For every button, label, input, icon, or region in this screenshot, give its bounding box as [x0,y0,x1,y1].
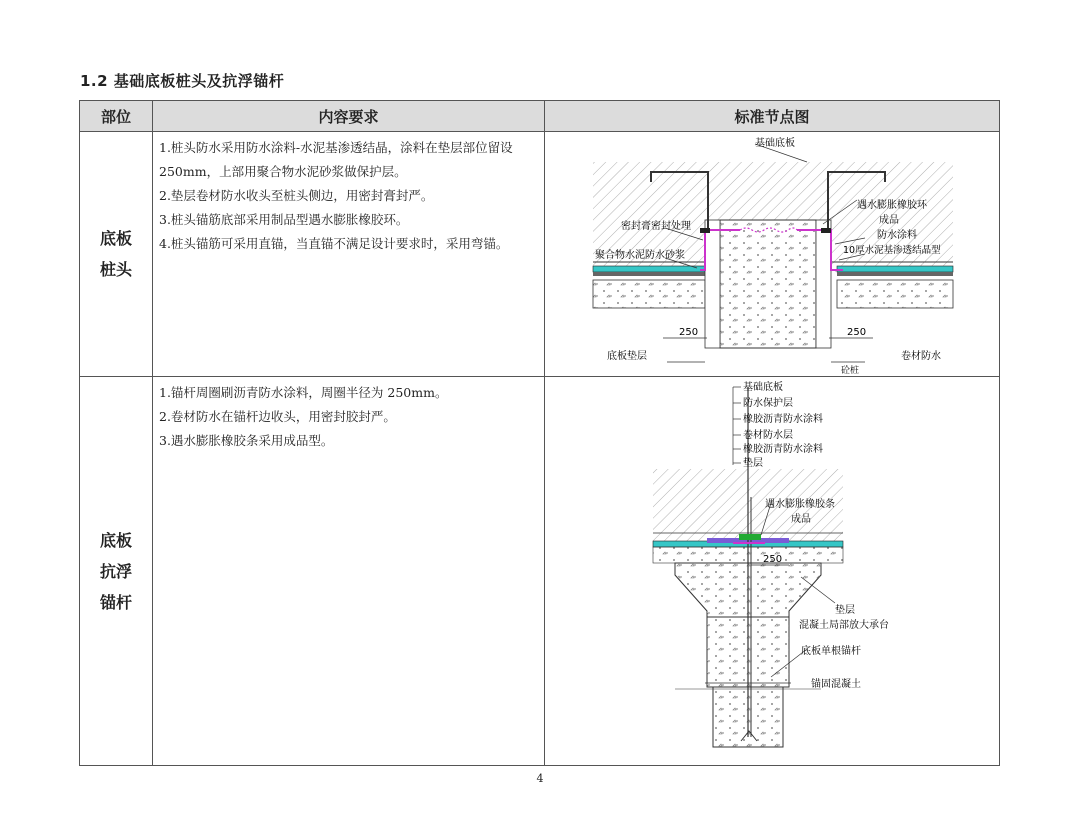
section-title: 1.2 基础底板桩头及抗浮锚杆 [80,72,285,90]
fig-label: 混凝土局部放大承台 [799,620,889,631]
fig-label: 成品 [791,514,811,525]
fig-label: 防水保护层 [743,398,793,409]
requirements-cell [153,132,545,377]
figure-cell [545,377,1000,766]
fig-label: 卷材防水层 [743,430,793,441]
part-line: 底板 [99,530,132,550]
page-number: 4 [536,772,544,785]
header-requirements: 内容要求 [153,101,545,132]
part-line: 底板 [99,229,132,248]
requirement-item: 1.桩头防水采用防水涂料-水泥基渗透结晶，涂料在垫层部位留设 250mm，上部用聚合物水泥砂浆做保护层。 [159,140,513,179]
fig-label: 聚合物水泥防水砂浆 [595,250,685,261]
fig-label: 锚固混凝土 [811,679,861,690]
requirements-cell [153,377,545,766]
fig-dim: 250 [763,554,783,565]
fig-label: 橡胶沥青防水涂料 [743,414,823,425]
table-row [80,377,1000,766]
fig-label: 密封膏密封处理 [621,221,691,232]
part-line: 桩头 [99,260,132,279]
anchor-rod-detail-figure [545,377,999,765]
pile-head-detail-figure [545,132,999,376]
figure-cell [545,132,1000,377]
fig-dim: 250 [847,327,867,338]
fig-label: 遇水膨胀橡胶环 [857,200,927,211]
fig-label: 垫层 [743,458,763,469]
part-line: 锚杆 [99,592,132,612]
fig-label: 基础底板 [743,382,783,393]
header-figure: 标准节点图 [545,101,1000,132]
fig-label: 遇水膨胀橡胶条 [765,499,835,510]
fig-label: 砼桩 [841,366,860,376]
requirement-item: 2.垫层卷材防水收头至桩头侧边，用密封膏封严。 [159,188,434,203]
fig-label: 防水涂料 [877,230,917,241]
part-cell [80,132,153,377]
part-cell [80,377,153,766]
table-row [80,132,1000,377]
requirement-item: 3.桩头锚筋底部采用制品型遇水膨胀橡胶环。 [159,212,409,227]
fig-label: 底板垫层 [607,351,647,362]
fig-dim: 250 [679,327,699,338]
fig-label: 橡胶沥青防水涂料 [743,444,823,455]
fig-label: 基础底板 [755,138,795,149]
fig-label: 成品 [879,215,899,226]
requirement-item: 1.锚杆周圈刷沥青防水涂料，周圈半径为 250mm。 [159,385,448,400]
header-part: 部位 [80,101,153,132]
part-line: 抗浮 [99,561,132,581]
requirement-item: 4.桩头锚筋可采用直锚，当直锚不满足设计要求时，采用弯锚。 [159,236,509,251]
fig-label: 底板单根锚杆 [801,646,861,657]
requirement-item: 3.遇水膨胀橡胶条采用成品型。 [159,433,334,448]
fig-label: 卷材防水 [901,351,941,362]
requirement-item: 2.卷材防水在锚杆边收头，用密封胶封严。 [159,409,396,424]
spec-table [79,100,1000,766]
fig-label: 10厚水泥基渗透结晶型 [843,245,941,256]
fig-label: 垫层 [835,605,855,616]
